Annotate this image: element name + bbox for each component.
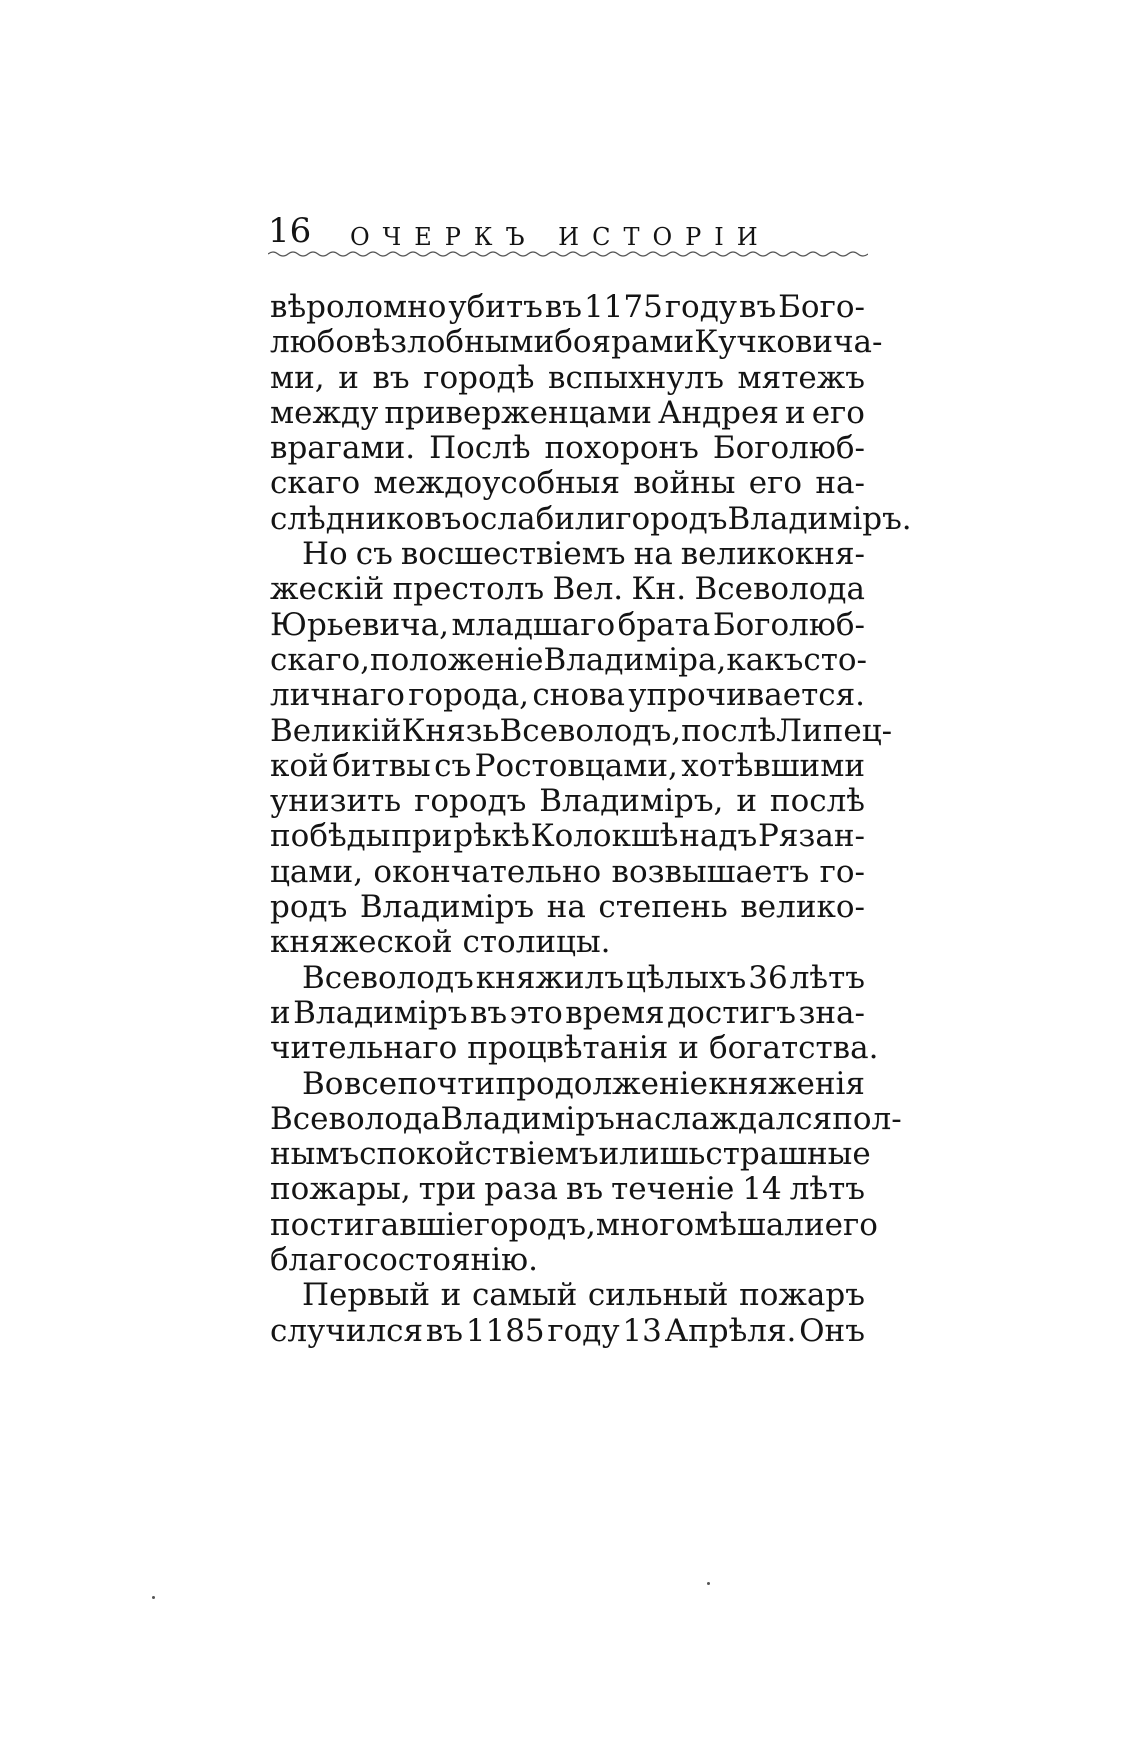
word: рѣкѣ bbox=[453, 818, 530, 855]
word: Всеволода bbox=[694, 571, 865, 608]
word: съ bbox=[355, 536, 393, 573]
word: Боголюб- bbox=[712, 430, 865, 467]
text-line bbox=[270, 1067, 865, 1102]
word: на- bbox=[815, 465, 865, 502]
word: Владиміръ. bbox=[727, 500, 912, 537]
word: лѣтъ bbox=[789, 1171, 865, 1208]
word: вѣроломно bbox=[270, 289, 447, 325]
word: на bbox=[633, 536, 673, 573]
word: чительнаго bbox=[270, 1030, 458, 1067]
word: на bbox=[546, 889, 586, 926]
word: Всеволодъ bbox=[302, 959, 474, 996]
word: сильный bbox=[587, 1277, 729, 1314]
word: теченіе bbox=[611, 1171, 735, 1208]
word: Рязан- bbox=[758, 818, 865, 855]
word: окончательно bbox=[373, 853, 602, 890]
word: въ bbox=[544, 289, 582, 325]
page-header bbox=[268, 206, 868, 256]
word: возвышаетъ bbox=[611, 853, 810, 890]
word: злобными bbox=[390, 324, 555, 361]
word: съ bbox=[434, 747, 472, 784]
word: и bbox=[338, 359, 359, 396]
word: нымъ bbox=[270, 1136, 360, 1173]
text-line bbox=[270, 290, 865, 325]
word: Андрея bbox=[657, 394, 779, 431]
word: и bbox=[440, 1277, 462, 1314]
word: врагами. bbox=[270, 430, 416, 467]
word: похоронъ bbox=[544, 430, 699, 467]
word: княженія bbox=[708, 1065, 865, 1102]
word: 1175 bbox=[583, 289, 663, 325]
word: пожаръ bbox=[739, 1277, 865, 1314]
word: и bbox=[736, 783, 757, 820]
print-speck bbox=[707, 1582, 710, 1585]
word: продолженіе bbox=[495, 1065, 708, 1102]
text-line bbox=[270, 1136, 871, 1173]
word: Кн. bbox=[631, 571, 687, 608]
word: его bbox=[811, 394, 865, 431]
word: междоусобныя bbox=[373, 465, 620, 502]
text-line bbox=[270, 466, 865, 501]
word: раза bbox=[484, 1171, 558, 1208]
word: побѣды bbox=[270, 818, 391, 855]
text-line bbox=[270, 431, 865, 466]
word: процвѣтанія bbox=[467, 1030, 669, 1067]
text-line bbox=[270, 712, 893, 749]
word: Бого- bbox=[778, 289, 865, 325]
word: положеніе bbox=[369, 641, 544, 678]
text-line bbox=[270, 1206, 878, 1243]
word: Ростовцами, bbox=[474, 747, 678, 784]
word: наслаждался bbox=[614, 1100, 833, 1137]
word: княжеской bbox=[270, 924, 453, 961]
word: между bbox=[270, 394, 379, 431]
word: городъ, bbox=[473, 1206, 596, 1243]
word: Юрьевича, bbox=[270, 606, 450, 643]
word: много bbox=[595, 1206, 695, 1243]
text-line bbox=[270, 1030, 879, 1067]
word: мѣшали bbox=[694, 1206, 825, 1243]
word: благосостоянію. bbox=[270, 1242, 538, 1279]
word: и bbox=[784, 394, 806, 431]
decorative-wavy-rule bbox=[268, 250, 868, 258]
word: въ bbox=[469, 994, 508, 1031]
word: году bbox=[547, 1312, 620, 1349]
word: унизить bbox=[270, 783, 402, 820]
text-line bbox=[270, 643, 865, 678]
word: слѣдниковъ bbox=[270, 500, 462, 537]
text-line bbox=[270, 925, 865, 960]
text-line bbox=[270, 361, 865, 396]
word: постигавшіе bbox=[270, 1206, 474, 1243]
word: 1185 bbox=[465, 1312, 545, 1349]
word: Владиміръ bbox=[440, 1100, 615, 1137]
word: послѣ bbox=[769, 783, 865, 820]
word: города, bbox=[408, 677, 530, 714]
word: Первый bbox=[302, 1277, 431, 1314]
word: Великій bbox=[270, 712, 402, 749]
word: ми, bbox=[270, 359, 325, 396]
text-line bbox=[270, 1314, 865, 1349]
word: Боголюб- bbox=[712, 606, 865, 643]
word: городъ bbox=[414, 783, 527, 820]
text-line bbox=[270, 996, 865, 1031]
word: пожары, bbox=[270, 1171, 411, 1208]
text-line bbox=[270, 572, 865, 607]
word: его bbox=[748, 465, 803, 502]
word: городѣ bbox=[423, 359, 535, 396]
word: Всеволода bbox=[270, 1100, 441, 1137]
text-line bbox=[270, 678, 865, 713]
word: брата bbox=[617, 606, 711, 643]
text-line bbox=[270, 890, 865, 925]
word: ослабили bbox=[461, 500, 616, 537]
word: лѣтъ bbox=[789, 959, 865, 996]
text-line bbox=[270, 1100, 902, 1137]
word: зна- bbox=[798, 994, 865, 1031]
word: его bbox=[824, 1206, 878, 1243]
word: спокойствіемъ bbox=[359, 1136, 599, 1173]
word: вспыхнулъ bbox=[548, 359, 724, 396]
body-text bbox=[270, 289, 912, 1360]
word: битвы bbox=[332, 747, 431, 784]
word: Апрѣля. bbox=[664, 1312, 797, 1349]
word: 36 bbox=[748, 959, 788, 996]
word: пол- bbox=[832, 1100, 902, 1137]
word: престолъ bbox=[392, 571, 545, 608]
word: въ bbox=[425, 1312, 463, 1349]
word: какъ bbox=[726, 641, 804, 678]
word: Владиміръ, bbox=[539, 783, 724, 820]
word: великокня- bbox=[680, 536, 865, 573]
word: Владиміра, bbox=[543, 641, 727, 678]
word: послѣ bbox=[681, 712, 777, 749]
word: все bbox=[343, 1065, 398, 1102]
text-line bbox=[270, 749, 865, 784]
word: родъ bbox=[270, 889, 348, 926]
word: приверженцами bbox=[384, 394, 652, 431]
word: снова bbox=[532, 677, 625, 714]
word: богатства. bbox=[708, 1030, 879, 1067]
word: три bbox=[418, 1171, 477, 1208]
word: войны bbox=[633, 465, 736, 502]
text-line bbox=[270, 1243, 865, 1278]
word: го- bbox=[819, 853, 865, 890]
word: упрочивается. bbox=[628, 677, 865, 714]
word: столицы. bbox=[462, 924, 611, 961]
word: Липец- bbox=[776, 712, 893, 749]
word: Но bbox=[302, 536, 348, 573]
word: восшествіемъ bbox=[400, 536, 626, 573]
word: боярами bbox=[554, 324, 695, 361]
word: Князь bbox=[401, 712, 500, 749]
word: надъ bbox=[679, 818, 758, 855]
word: почти bbox=[397, 1065, 496, 1102]
word: 14 bbox=[742, 1171, 782, 1208]
word: въ bbox=[565, 1171, 604, 1208]
word: въ bbox=[372, 359, 410, 396]
word: и bbox=[678, 1030, 699, 1067]
running-title: ОЧЕРКЪ ИСТОРІИ bbox=[350, 223, 771, 251]
word: при bbox=[391, 818, 453, 855]
print-speck bbox=[152, 1596, 155, 1599]
word: сто- bbox=[803, 641, 867, 678]
word: Вел. bbox=[552, 571, 624, 608]
text-line bbox=[270, 500, 912, 537]
word: скаго, bbox=[270, 641, 370, 678]
word: кой bbox=[270, 747, 329, 784]
word: степень bbox=[598, 889, 728, 926]
text-line bbox=[270, 324, 883, 361]
word: Онъ bbox=[799, 1312, 865, 1349]
word: и bbox=[598, 1136, 620, 1173]
word: цѣлыхъ bbox=[626, 959, 747, 996]
word: Владиміръ bbox=[359, 889, 535, 926]
word: цами, bbox=[270, 853, 364, 890]
word: и bbox=[270, 994, 291, 1031]
word: году bbox=[664, 289, 738, 325]
word: въ bbox=[739, 289, 777, 325]
word: велико- bbox=[740, 889, 865, 926]
text-line bbox=[270, 1172, 865, 1207]
text-line bbox=[270, 961, 865, 996]
word: это bbox=[509, 994, 563, 1031]
word: княжилъ bbox=[475, 959, 624, 996]
text-line bbox=[270, 608, 865, 643]
word: 13 bbox=[622, 1312, 662, 1349]
word: Послѣ bbox=[429, 430, 531, 467]
word: Колокшѣ bbox=[530, 818, 679, 855]
word: любовѣ bbox=[270, 324, 391, 361]
text-line bbox=[270, 396, 865, 431]
word: мятежъ bbox=[737, 359, 865, 396]
word: скаго bbox=[270, 465, 361, 502]
word: убитъ bbox=[448, 289, 543, 325]
word: хотѣвшими bbox=[681, 747, 865, 784]
word: младшаго bbox=[451, 606, 616, 643]
word: личнаго bbox=[270, 677, 405, 714]
text-line bbox=[270, 855, 865, 890]
word: самый bbox=[471, 1277, 578, 1314]
word: жескій bbox=[270, 571, 385, 608]
text-line bbox=[270, 784, 865, 819]
text-line bbox=[270, 819, 865, 854]
word: достигъ bbox=[667, 994, 796, 1031]
text-line bbox=[270, 537, 865, 572]
word: случился bbox=[270, 1312, 424, 1349]
text-line bbox=[270, 1278, 865, 1313]
word: страшные bbox=[705, 1136, 871, 1173]
word: Кучковича- bbox=[694, 324, 883, 361]
word: лишь bbox=[619, 1136, 706, 1173]
page-number: 16 bbox=[268, 211, 312, 251]
word: Во bbox=[302, 1065, 344, 1102]
word: Владиміръ bbox=[293, 994, 468, 1031]
word: время bbox=[565, 994, 665, 1031]
word: Всеволодъ, bbox=[499, 712, 682, 749]
word: городъ bbox=[615, 500, 728, 537]
